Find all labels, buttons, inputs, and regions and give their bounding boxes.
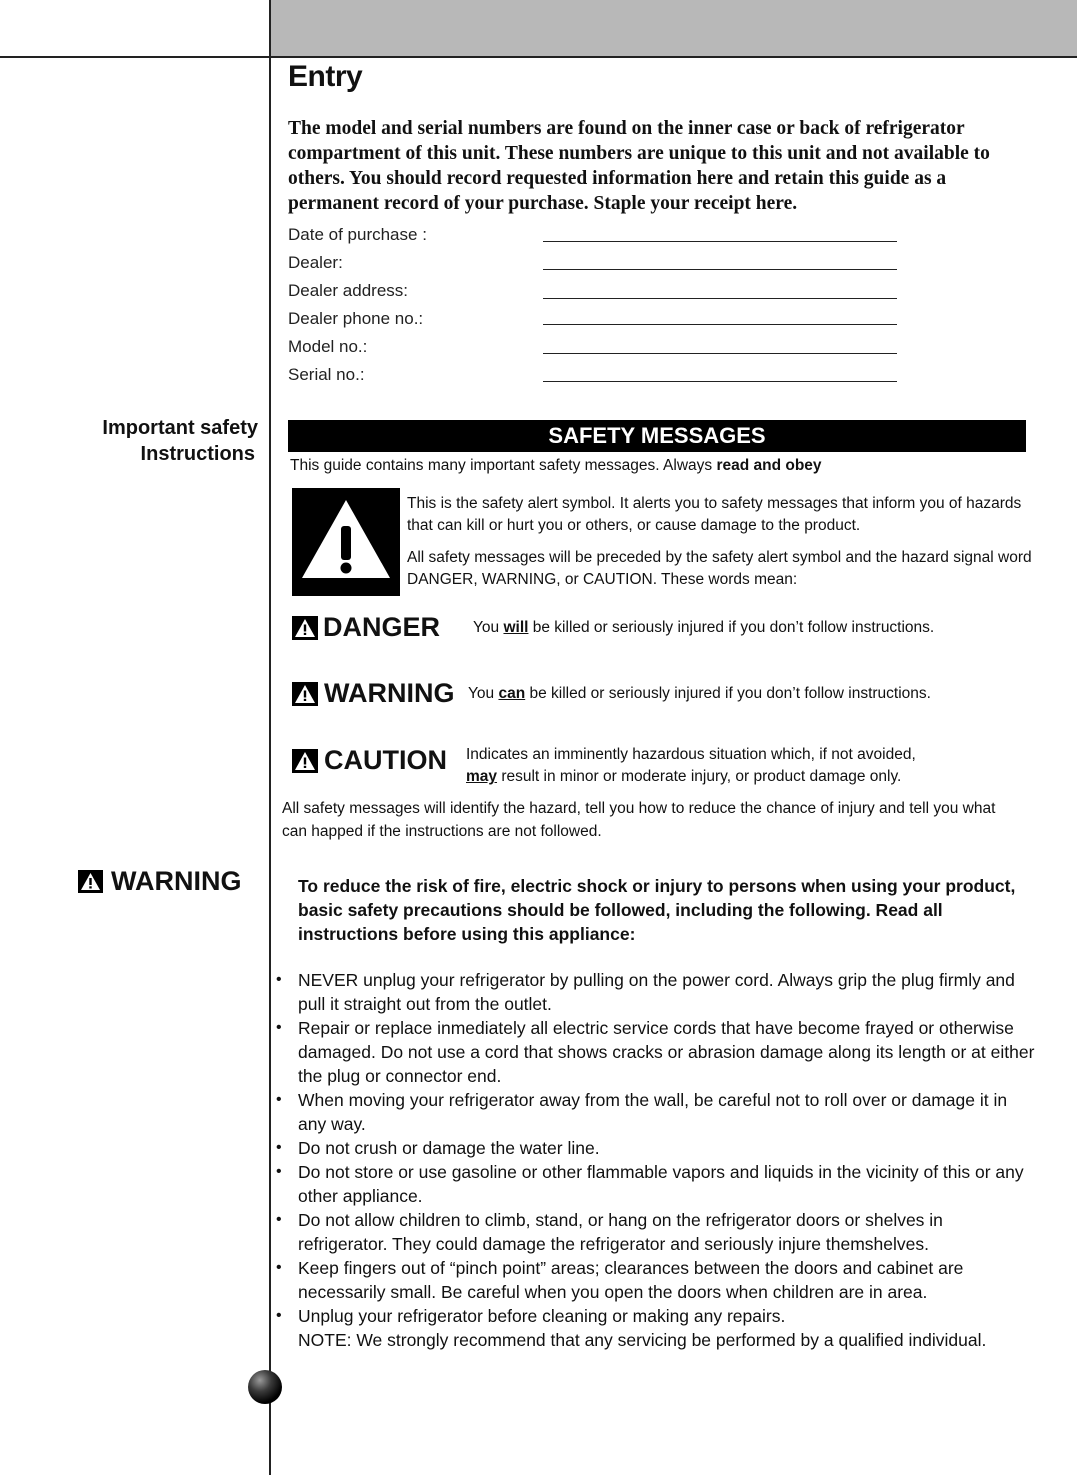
warning-word: WARNING: [324, 678, 455, 708]
danger-pre: You: [473, 618, 504, 636]
warning-key: can: [498, 684, 526, 702]
side-heading-line1: Important safety: [102, 417, 258, 439]
field-serial-line[interactable]: [543, 381, 897, 382]
warning-intro: To reduce the risk of fire, electric shock or injury to persons when using your product, basic safety precautions should be followed, including the following. Read all instructions before using this appliance:: [298, 876, 1016, 944]
warning-post: be killed or seriously injured if you don’t follow instructions.: [525, 684, 931, 702]
warning-row: [292, 678, 931, 709]
warning-triangle-icon: [292, 682, 318, 706]
header-band: [270, 0, 1077, 56]
side-heading-line2: Instructions: [140, 443, 255, 465]
list-item: • NEVER unplug your refrigerator by pulling on the power cord. Always grip the plug firmly and pull it straight out from the outlet.: [276, 968, 1036, 1016]
side-warning-label: [78, 866, 242, 897]
danger-post: be killed or seriously injured if you don’t follow instructions.: [528, 618, 935, 636]
warning-triangle-icon: [78, 870, 103, 893]
field-model-line[interactable]: [543, 353, 897, 354]
safety-alert-icon: [292, 488, 400, 596]
alert-triangle-icon: [292, 488, 400, 596]
safety-note: All safety messages will identify the hazard, tell you how to reduce the chance of injury and tell you what can happed if the instructions are not followed.: [282, 800, 996, 840]
caution-line1: Indicates an imminently hazardous situation which, if not avoided,: [466, 746, 916, 763]
safety-subtext: [290, 457, 822, 475]
list-item: • Keep fingers out of “pinch point” areas; clearances between the doors and cabinet are necessarily small. Be careful when you open the doors when children are in area.: [276, 1256, 1036, 1304]
field-dealer-address-label: Dealer address:: [288, 281, 409, 300]
caution-row: [292, 744, 916, 788]
side-heading: [102, 415, 258, 467]
warning-text: [468, 683, 931, 705]
entry-intro: The model and serial numbers are found on the inner case or back of refrigerator compartment of this unit. These numbers are unique to this unit and not available to others. You should record requested information here and retain this guide as a permanent record of your purchase. Staple your receipt here.: [288, 118, 990, 214]
safety-messages-bar: SAFETY MESSAGES: [288, 420, 1026, 452]
list-item: • Do not store or use gasoline or other flammable vapors and liquids in the vicinity of this or any other appliance.: [276, 1160, 1036, 1208]
field-dealer-address-line[interactable]: [543, 298, 897, 299]
safety-subtext-bold: read and obey: [716, 457, 822, 474]
page-title: Entry: [288, 60, 363, 93]
caution-key: may: [466, 768, 498, 785]
list-item: • Do not crush or damage the water line.: [276, 1136, 1036, 1160]
header-rule: [0, 56, 1077, 58]
list-item: • When moving your refrigerator away from the wall, be careful not to roll over or damage it in any way.: [276, 1088, 1036, 1136]
caution-word: CAUTION: [324, 745, 447, 775]
field-dealer-phone-label: Dealer phone no.:: [288, 309, 424, 328]
alert-paragraph-1: This is the safety alert symbol. It alerts you to safety messages that inform you of hazards that can kill or hurt you or others, or cause damage to the product.: [407, 495, 1022, 534]
danger-key: will: [503, 618, 529, 636]
field-dealer-line[interactable]: [543, 269, 897, 270]
side-warning-text: WARNING: [111, 866, 242, 896]
page-marker-ball: [248, 1370, 282, 1404]
list-item: • Do not allow children to climb, stand, or hang on the refrigerator doors or shelves in refrigerator. They could damage the refrigerator and seriously injure themshelves.: [276, 1208, 1036, 1256]
danger-word: DANGER: [323, 612, 441, 642]
danger-row: [292, 612, 934, 643]
field-dealer-phone-line[interactable]: [543, 324, 897, 325]
danger-triangle-icon: [292, 616, 318, 640]
field-dealer-label: Dealer:: [288, 253, 343, 272]
field-serial-label: Serial no.:: [288, 365, 365, 384]
safety-bullet-list: [276, 968, 1036, 1352]
danger-text: [473, 617, 934, 639]
field-date-label: Date of purchase :: [288, 225, 427, 244]
caution-post: result in minor or moderate injury, or product damage only.: [497, 768, 902, 785]
column-divider: [269, 0, 271, 1475]
caution-triangle-icon: [292, 749, 318, 773]
list-item: • Repair or replace inmediately all electric service cords that have become frayed or otherwise damaged. Do not use a cord that shows cracks or abrasion damage along its length or at either the plug or connector end.: [276, 1016, 1036, 1088]
servicing-note: NOTE: We strongly recommend that any servicing be performed by a qualified individual.: [298, 1330, 987, 1350]
field-date-line[interactable]: [543, 241, 897, 242]
list-item: • Unplug your refrigerator before cleaning or making any repairs.: [276, 1304, 1036, 1328]
alert-paragraph-2: All safety messages will be preceded by the safety alert symbol and the hazard signal word DANGER, WARNING, or CAUTION. These words mean:: [407, 549, 1032, 588]
caution-text: [466, 744, 916, 788]
warning-pre: You: [468, 684, 499, 702]
safety-subtext-normal: This guide contains many important safety messages. Always: [290, 457, 717, 474]
field-model-label: Model no.:: [288, 337, 368, 356]
